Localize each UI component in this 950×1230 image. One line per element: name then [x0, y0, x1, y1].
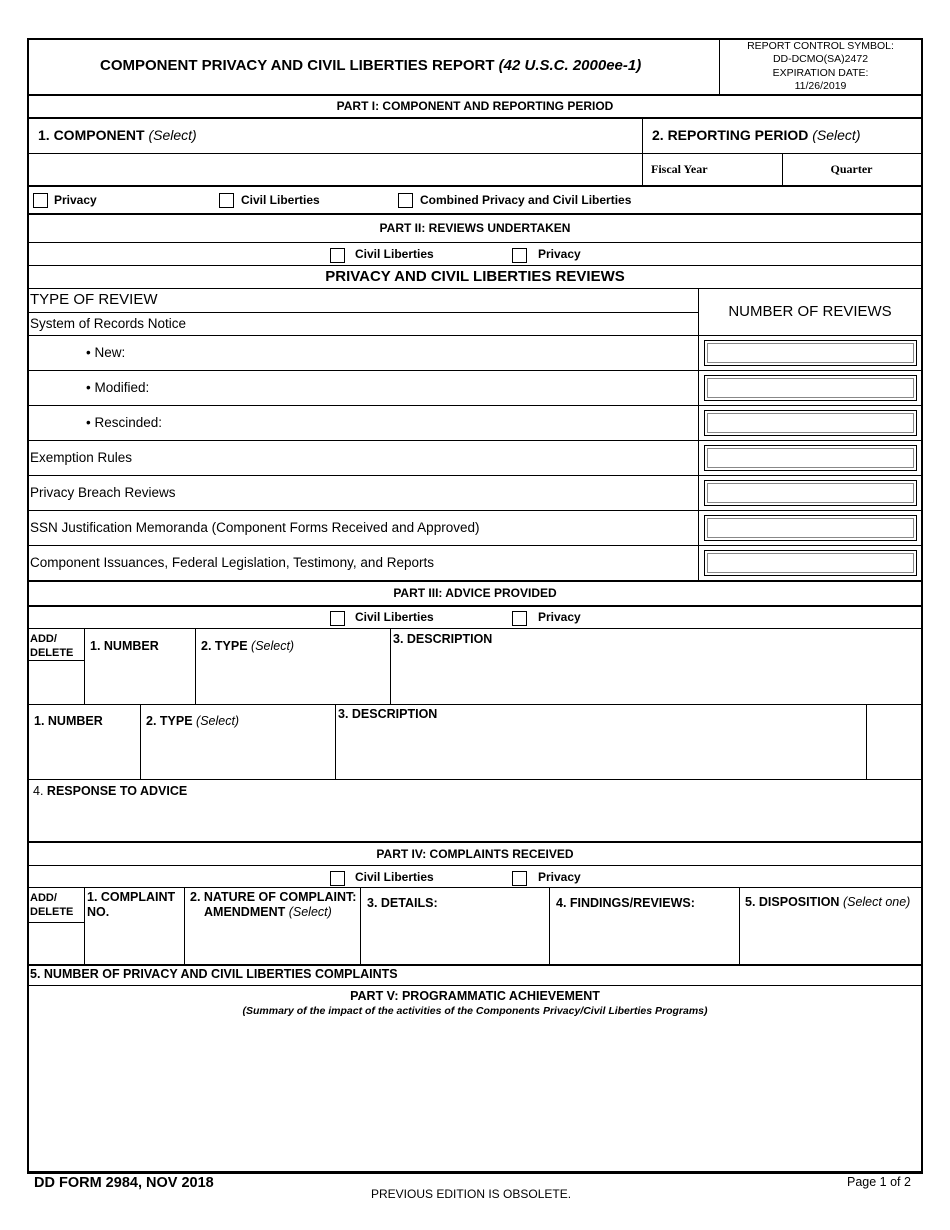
part5-subheading: (Summary of the impact of the activities of the Components Privacy/Civil Liberties Programs) — [242, 1005, 708, 1017]
response-to-advice-block — [33, 784, 187, 798]
review-row-modified-label: • Modified: — [86, 380, 150, 395]
part2-civil-liberties-label: Civil Liberties — [355, 247, 434, 261]
privacy-checkbox-label: Privacy — [54, 193, 97, 207]
advice-type-hint: (Select) — [251, 639, 295, 653]
reporting-period-label-block — [652, 127, 860, 143]
fiscal-year-select[interactable]: Fiscal Year — [651, 162, 708, 176]
form-id: DD FORM 2984, NOV 2018 — [34, 1175, 214, 1191]
disposition-label-block — [745, 895, 910, 909]
control-line: 11/26/2019 — [794, 79, 847, 92]
reporting-period-hint: (Select) — [812, 127, 861, 143]
type-of-review-header: TYPE OF REVIEW — [30, 291, 158, 308]
modified-count-input[interactable] — [704, 375, 917, 401]
form-title-text: COMPONENT PRIVACY AND CIVIL LIBERTIES REPORT — [100, 57, 495, 74]
findings-label: 4. FINDINGS/REVIEWS: — [556, 896, 695, 910]
part4-privacy-label: Privacy — [538, 870, 581, 884]
complaint-no-label: 1. COMPLAINT NO. — [87, 890, 176, 919]
exemption-count-input[interactable] — [704, 445, 917, 471]
part2-privacy-checkbox[interactable] — [512, 248, 527, 263]
civil-liberties-checkbox-label: Civil Liberties — [241, 193, 320, 207]
part4-heading: PART IV: COMPLAINTS RECEIVED — [376, 847, 574, 861]
component-label: 1. COMPONENT — [38, 127, 145, 143]
advice-type-hint-2: (Select) — [196, 714, 240, 728]
reviews-table-title: PRIVACY AND CIVIL LIBERTIES REVIEWS — [325, 268, 625, 285]
privacy-checkbox[interactable] — [33, 193, 48, 208]
reporting-period-label: 2. REPORTING PERIOD — [652, 127, 809, 143]
details-label: 3. DETAILS: — [367, 896, 438, 910]
page-number: Page 1 of 2 — [847, 1175, 911, 1189]
component-label-block — [38, 127, 197, 143]
advice-description-label: 3. DESCRIPTION — [393, 632, 493, 646]
quarter-select[interactable]: Quarter — [830, 162, 873, 176]
review-row-ssn-label: SSN Justification Memoranda (Component Forms Received and Approved) — [30, 520, 480, 535]
part3-privacy-checkbox[interactable] — [512, 611, 527, 626]
issuances-count-input[interactable] — [704, 550, 917, 576]
sorn-label: System of Records Notice — [30, 316, 187, 331]
advice-number-label-2: 1. NUMBER — [34, 714, 103, 728]
amendment-label: AMENDMENT — [204, 905, 286, 919]
amendment-hint: (Select) — [288, 905, 332, 919]
part4-civil-liberties-label: Civil Liberties — [355, 870, 434, 884]
civil-liberties-checkbox[interactable] — [219, 193, 234, 208]
part1-heading: PART I: COMPONENT AND REPORTING PERIOD — [336, 99, 614, 113]
part4-privacy-checkbox[interactable] — [512, 871, 527, 886]
advice-description-label-2: 3. DESCRIPTION — [338, 707, 438, 721]
advice-type-label-block-2 — [146, 714, 239, 728]
review-row-issuances-label: Component Issuances, Federal Legislation, Testimony, and Reports — [30, 555, 434, 570]
combined-checkbox[interactable] — [398, 193, 413, 208]
rescinded-count-input[interactable] — [704, 410, 917, 436]
component-select[interactable] — [30, 155, 641, 184]
response-prefix: 4. — [33, 784, 44, 798]
obsolete-notice: PREVIOUS EDITION IS OBSOLETE. — [371, 1187, 572, 1201]
review-row-new-label: • New: — [86, 345, 126, 360]
combined-checkbox-label: Combined Privacy and Civil Liberties — [420, 193, 632, 207]
control-line: EXPIRATION DATE: — [772, 66, 869, 79]
component-hint: (Select) — [148, 127, 197, 143]
part4-civil-liberties-checkbox[interactable] — [330, 871, 345, 886]
part3-heading: PART III: ADVICE PROVIDED — [393, 586, 557, 600]
part3-civil-liberties-label: Civil Liberties — [355, 610, 434, 624]
advice-type-label-block — [201, 639, 294, 653]
part2-privacy-label: Privacy — [538, 247, 581, 261]
control-line: DD-DCMO(SA)2472 — [772, 53, 869, 66]
advice-type-label: 2. TYPE — [201, 639, 248, 653]
ssn-count-input[interactable] — [704, 515, 917, 541]
advice-add-delete-button[interactable]: ADD/ DELETE — [30, 633, 74, 659]
part3-civil-liberties-checkbox[interactable] — [330, 611, 345, 626]
part5-heading: PART V: PROGRAMMATIC ACHIEVEMENT — [350, 989, 600, 1003]
report-control-block — [720, 40, 921, 93]
number-of-reviews-header: NUMBER OF REVIEWS — [728, 303, 892, 320]
complaints-count-label: 5. NUMBER OF PRIVACY AND CIVIL LIBERTIES COMPLAINTS — [30, 967, 398, 981]
nature-of-complaint-block — [190, 890, 360, 920]
breach-count-input[interactable] — [704, 480, 917, 506]
new-count-input[interactable] — [704, 340, 917, 366]
review-row-breach-label: Privacy Breach Reviews — [30, 485, 176, 500]
advice-type-label-2: 2. TYPE — [146, 714, 193, 728]
form-title — [100, 57, 641, 74]
disposition-hint: (Select one) — [842, 895, 911, 909]
disposition-label: 5. DISPOSITION — [745, 895, 840, 909]
nature-of-complaint-label: 2. NATURE OF COMPLAINT: — [190, 890, 357, 904]
form-title-citation: (42 U.S.C. 2000ee-1) — [498, 57, 642, 74]
part2-heading: PART II: REVIEWS UNDERTAKEN — [379, 221, 571, 235]
review-row-exemption-label: Exemption Rules — [30, 450, 133, 465]
control-line: REPORT CONTROL SYMBOL: — [747, 40, 894, 52]
advice-number-label: 1. NUMBER — [90, 639, 159, 653]
part3-privacy-label: Privacy — [538, 610, 581, 624]
review-row-rescinded-label: • Rescinded: — [86, 415, 163, 430]
response-to-advice-label: RESPONSE TO ADVICE — [46, 784, 188, 798]
complaint-add-delete-button[interactable]: ADD/ DELETE — [30, 892, 74, 918]
programmatic-achievement-textarea[interactable] — [30, 1022, 920, 1170]
part2-civil-liberties-checkbox[interactable] — [330, 248, 345, 263]
